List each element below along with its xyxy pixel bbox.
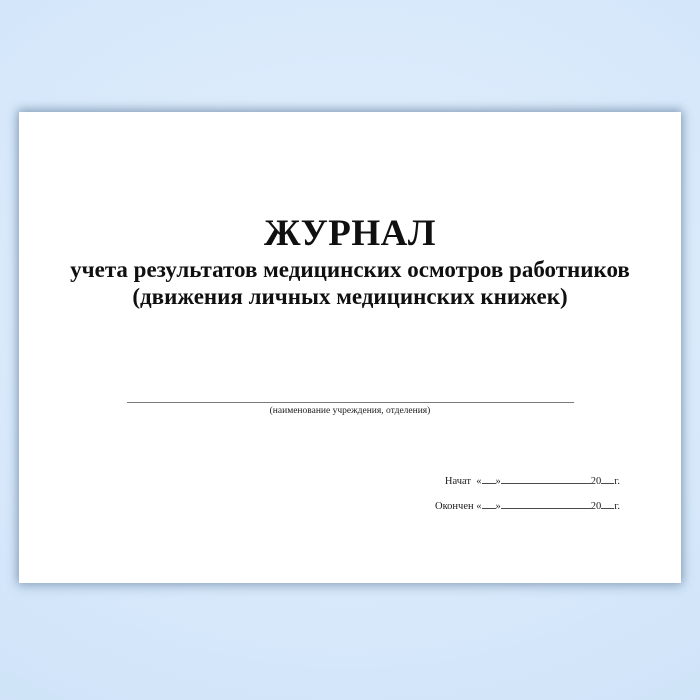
date-finished-label: Окончен bbox=[435, 501, 474, 512]
year-fill-line bbox=[601, 474, 614, 484]
journal-subtitle-line1: учета результатов медицинских осмотров работников bbox=[70, 257, 630, 282]
day-fill-line bbox=[482, 474, 496, 484]
journal-subtitle-line2: (движения личных медицинских книжек) bbox=[132, 284, 568, 309]
century-prefix: 20 bbox=[590, 476, 602, 487]
journal-cover-sheet bbox=[19, 112, 681, 583]
dates-block bbox=[435, 474, 620, 524]
org-name-caption: (наименование учреждения, отделения) bbox=[269, 406, 431, 416]
date-started-row bbox=[435, 474, 620, 488]
open-quote: « bbox=[476, 476, 482, 487]
year-suffix: г. bbox=[614, 476, 620, 487]
month-fill-line bbox=[501, 474, 591, 484]
open-quote: « bbox=[476, 501, 482, 512]
journal-subtitle bbox=[19, 256, 681, 310]
year-fill-line bbox=[601, 499, 614, 509]
journal-title: ЖУРНАЛ bbox=[264, 213, 436, 254]
close-quote: » bbox=[495, 476, 501, 487]
year-suffix: г. bbox=[614, 501, 620, 512]
century-prefix: 20 bbox=[590, 501, 602, 512]
day-fill-line bbox=[482, 499, 496, 509]
org-name-fill-line bbox=[127, 402, 574, 403]
close-quote: » bbox=[495, 501, 501, 512]
date-finished-row bbox=[435, 499, 620, 513]
month-fill-line bbox=[501, 499, 591, 509]
date-started-label: Начат bbox=[444, 476, 471, 487]
